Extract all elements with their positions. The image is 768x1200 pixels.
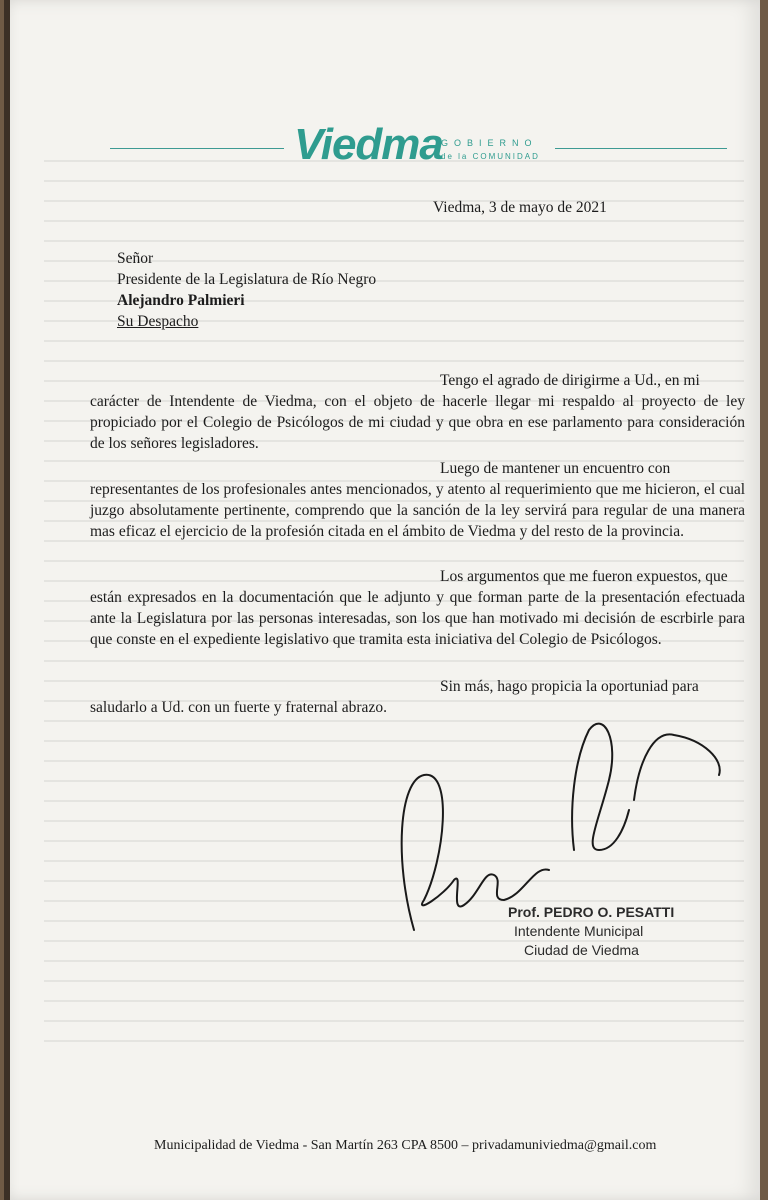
logo-subtitle-comunidad: de la COMUNIDAD xyxy=(441,152,540,161)
signatory-city: Ciudad de Viedma xyxy=(524,942,639,958)
letter-footer: Municipalidad de Viedma - San Martín 263 CPA 8500 – privadamuniviedma@gmail.com xyxy=(154,1138,657,1153)
paragraph-1-text: carácter de Intendente de Viedma, con el objeto de hacerle llegar mi respaldo al proyecto de ley propiciado por el Colegio de Psicólogos de mi ciudad y que obra en ese parlamento para consideración de los señores legisladores. xyxy=(90,393,745,452)
recipient-title: Presidente de la Legislatura de Río Negro xyxy=(117,271,377,288)
letter-page xyxy=(4,0,760,1200)
signature-block xyxy=(508,903,674,960)
logo-subtitle-gobierno: GOBIERNO xyxy=(441,138,538,148)
paragraph-3-first-line: Los argumentos que me fueron expuestos, que xyxy=(440,568,728,585)
recipient-block xyxy=(117,248,376,332)
paragraph-3 xyxy=(90,566,745,650)
paragraph-1 xyxy=(90,370,745,454)
letterhead-rule-left xyxy=(110,148,284,149)
letter-date: Viedma, 3 de mayo de 2021 xyxy=(433,199,607,216)
paragraph-4-first-line: Sin más, hago propicia la oportuniad para xyxy=(440,678,699,695)
viedma-logo: Viedma xyxy=(294,120,443,169)
paragraph-4-text: saludarlo a Ud. con un fuerte y fraternal abrazo. xyxy=(90,699,387,716)
letterhead-rule-right xyxy=(555,148,727,149)
paragraph-2-text: representantes de los profesionales antes mencionados, y atento al requerimiento que me hicieron, el cual juzgo absolutamente pertinente, comprendo que la sanción de la ley servirá para regular de una manera mas eficaz el ejercicio de la profesión citada en el ámbito de Viedma y del resto de la provincia. xyxy=(90,481,745,540)
signatory-name: Prof. PEDRO O. PESATTI xyxy=(508,904,675,920)
paragraph-3-text: están expresados en la documentación que le adjunto y que forman parte de la presentación efectuada ante la Legislatura por las personas interesadas, son los que han motivado mi decisión de escrbirle para que conste en el expediente legislativo que tramita esta iniciativa del Colegio de Psicólogos. xyxy=(90,589,745,648)
signatory-role: Intendente Municipal xyxy=(514,923,644,939)
recipient-salutation: Señor xyxy=(117,250,154,267)
paragraph-1-first-line: Tengo el agrado de dirigirme a Ud., en mi xyxy=(440,372,700,389)
recipient-office: Su Despacho xyxy=(117,313,199,330)
page-edge-shadow xyxy=(4,0,10,1200)
recipient-name: Alejandro Palmieri xyxy=(117,292,245,309)
paragraph-2 xyxy=(90,458,745,542)
paragraph-2-first-line: Luego de mantener un encuentro con xyxy=(440,460,671,477)
letterhead xyxy=(4,110,768,180)
